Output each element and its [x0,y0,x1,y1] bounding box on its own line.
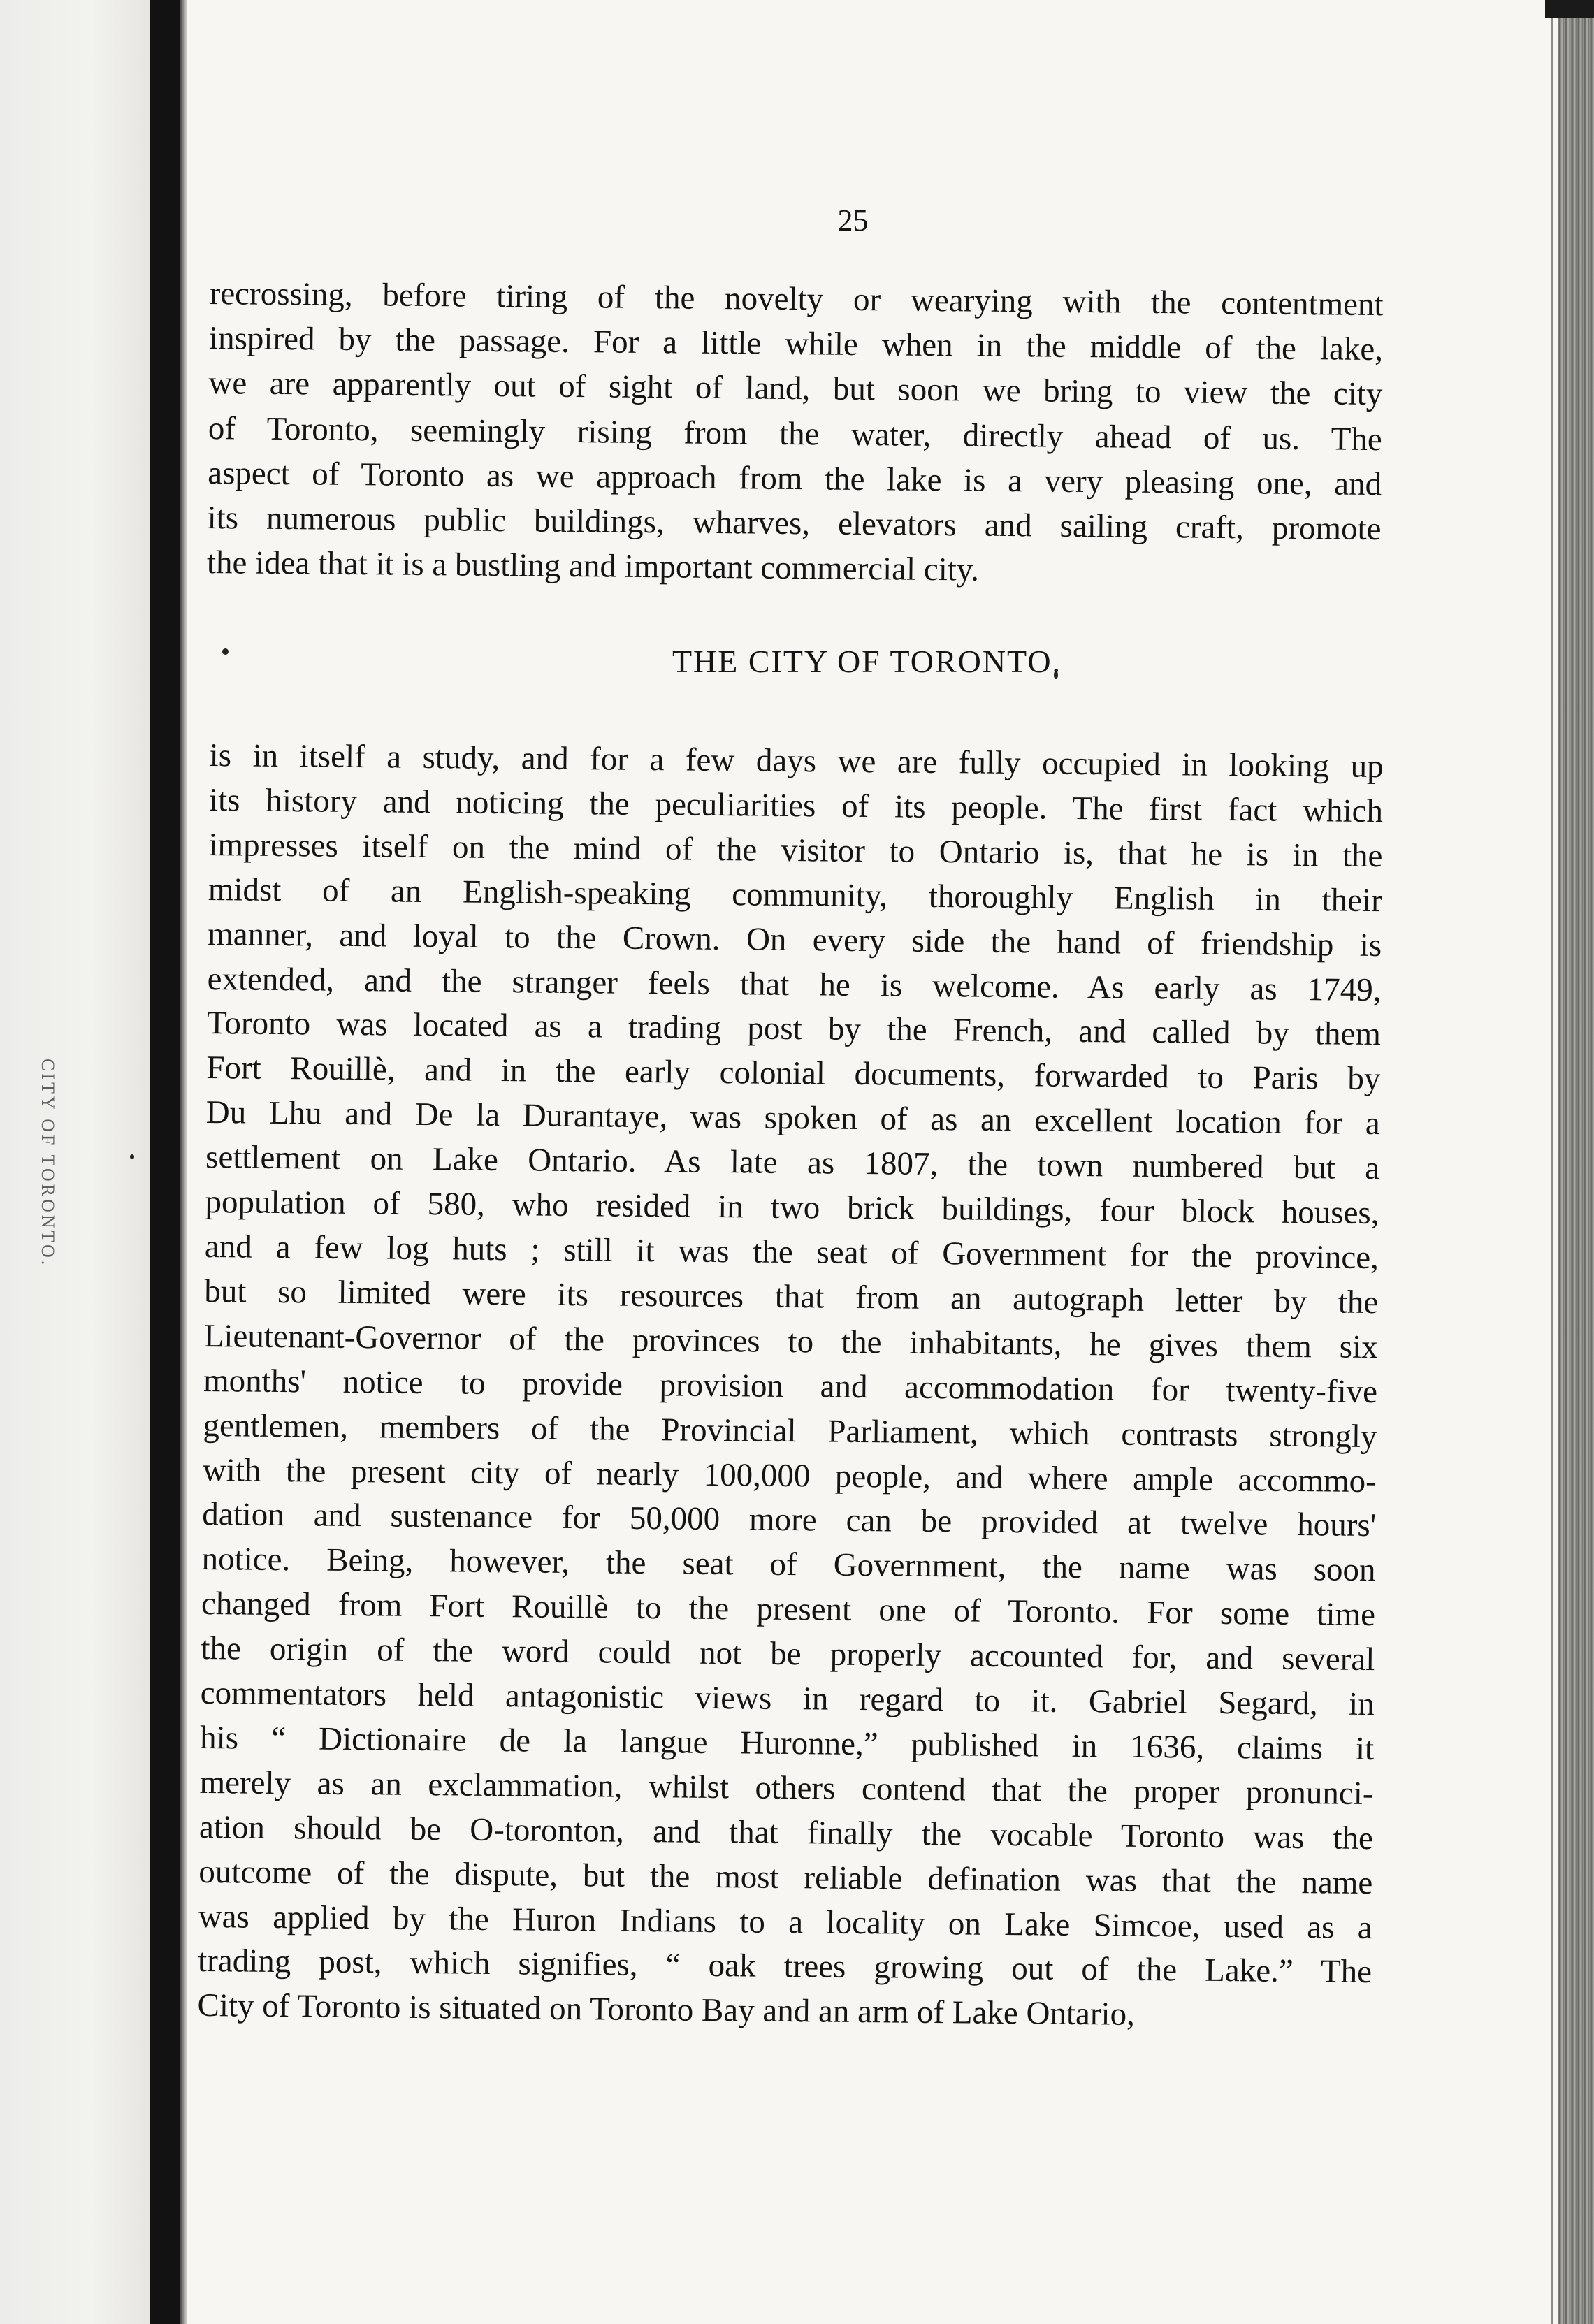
text-line: but so limited were its resources that from an autograph letter by the [204,1272,1379,1321]
intro-paragraph [207,271,1384,597]
text-line: notice. Being, however, the seat of Government, the name was soon [201,1541,1376,1589]
text-line: his “ Dictionaire de la langue Huronne,” published in 1636, claims it [199,1719,1375,1767]
text-line: Du Lhu and De la Durantaye, was spoken of as an excellent location for a [205,1094,1380,1142]
text-line: inspired by the passage. For a little while when in the middle of the lake, [208,320,1384,368]
text-line: of Toronto, seemingly rising from the water, directly ahead of us. The [208,409,1383,458]
text-line: extended, and the stranger feels that he is welcome. As early as 1749, [207,960,1382,1008]
text-line: aspect of Toronto as we approach from the lake is a very pleasing one, and [207,454,1382,502]
section-heading: THE CITY OF TORONTO. [672,644,1062,679]
text-line: ation should be O-toronton, and that finally the vocable Toronto was the [198,1808,1374,1857]
text-line: its numerous public buildings, wharves, elevators and sailing craft, promote [207,500,1382,548]
text-line: City of Toronto is situated on Toronto Bay and an arm of Lake Ontario, [197,1987,1136,2033]
text-line: the idea that it is a bustling and important commercial city. [206,544,980,588]
left-margin [0,0,150,2324]
text-line: and a few log huts ; still it was the seat of Government for the province, [204,1228,1379,1277]
binding-shadow [150,0,180,2324]
text-line: Toronto was located as a trading post by the French, and called by them [206,1005,1382,1053]
page-edge-line [1551,0,1553,2324]
text-line: dation and sustenance for 50,000 more can be provided at twelve hours' [202,1496,1377,1544]
spine-running-title: CITY OF TORONTO. [38,1059,58,1268]
text-line: midst of an English-speaking community, thoroughly English in their [208,871,1383,919]
text-line: is in itself a study, and for a few days we are fully occupied in looking up [209,736,1384,785]
page-stack-edge [1558,0,1594,2324]
text-line: settlement on Lake Ontario. As late as 1807, the town numbered but a [205,1139,1380,1187]
text-line: with the present city of nearly 100,000 people, and where ample accommo- [202,1451,1377,1499]
text-line: we are apparently out of sight of land, but soon we bring to view the city [208,365,1383,413]
speck [130,1154,134,1159]
text-line: recrossing, before tiring of the novelty or wearying with the contentment [209,275,1384,324]
binding-gutter [180,0,187,2324]
text-line: was applied by the Huron Indians to a locality on Lake Simcoe, used as a [198,1898,1372,1946]
body-paragraph [197,734,1384,2040]
text-line: trading post, which signifies, “ oak trees growing out of the Lake.” The [197,1942,1372,1991]
text-line: its history and noticing the peculiarities of its people. The first fact which [208,781,1384,830]
page-edge-corner [1545,0,1594,18]
text-line: impresses itself on the mind of the visitor to Ontario is, that he is in the [208,826,1383,874]
text-line: the origin of the word could not be properly accounted for, and several [201,1630,1375,1678]
text-line: outcome of the dispute, but the most reliable defination was that the name [198,1853,1373,1901]
text-line: changed from Fort Rouillè to the present one of Toronto. For some time [201,1585,1376,1634]
text-line: commentators held antagonistic views in regard to it. Gabriel Segard, in [200,1674,1375,1723]
text-line: gentlemen, members of the Provincial Parliament, which contrasts strongly [203,1407,1377,1455]
text-line: merely as an exclammation, whilst others contend that the proper pronunci- [199,1764,1374,1812]
text-line: manner, and loyal to the Crown. On every side the hand of friendship is [207,915,1382,964]
text-line: population of 580, who resided in two brick buildings, four block houses, [205,1184,1379,1232]
text-line: Lieutenant-Governor of the provinces to the inhabitants, he gives them six [203,1317,1378,1365]
text-line: Fort Rouillè, and in the early colonial documents, forwarded to Paris by [206,1050,1381,1098]
text-line: months' notice to provide provision and accommodation for twenty-five [203,1362,1378,1410]
page-number: 25 [837,203,869,238]
